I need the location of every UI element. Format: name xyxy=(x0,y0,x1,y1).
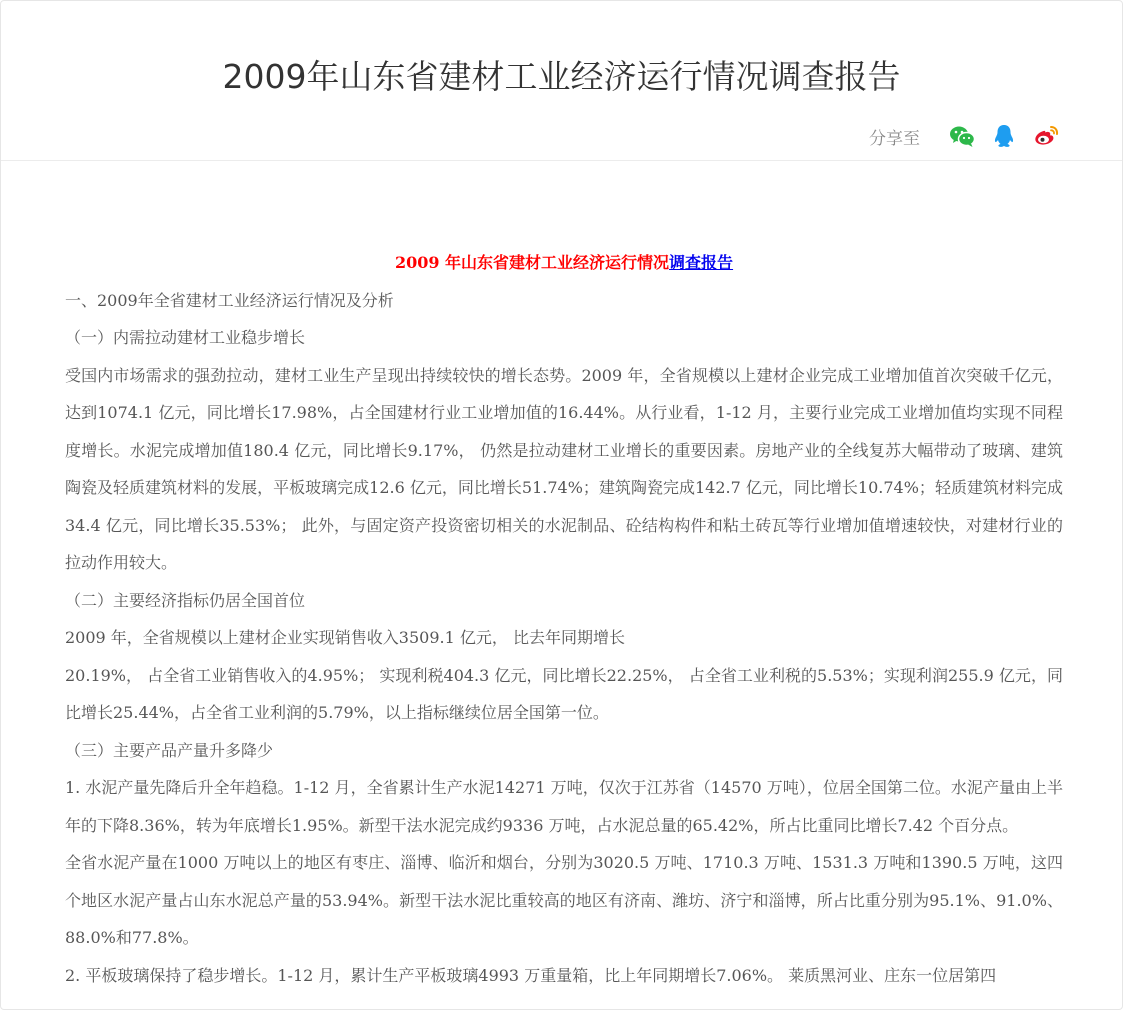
article-body xyxy=(65,244,1063,994)
subsection-heading: （二）主要经济指标仍居全国首位 xyxy=(65,590,306,610)
section-heading: 一、2009年全省建材工业经济运行情况及分析 xyxy=(65,290,394,310)
report-link[interactable]: 调查报告 xyxy=(669,253,734,272)
article-heading xyxy=(65,244,1063,282)
share-bar xyxy=(869,121,1060,151)
weibo-icon[interactable] xyxy=(1032,122,1060,150)
paragraph: 20.19%， 占全省工业销售收入的4.95%； 实现利税404.3 亿元，同比增长22.25%， 占全省工业利税的5.53%；实现利润255.9 亿元，同比增长25.44%，占全省工业利润的5.79%，以上指标继续位居全国第一位。 xyxy=(65,665,1063,722)
article-heading-text: 2009 年山东省建材工业经济运行情况 xyxy=(394,253,670,272)
paragraph: 受国内市场需求的强劲拉动，建材工业生产呈现出持续较快的增长态势。2009 年，全省规模以上建材企业完成工业增加值首次突破千亿元，达到1074.1 亿元，同比增长17.98%，占全国建材行业工业增加值的16.44%。从行业看，1-12 月，主要行业完成工业增加值均实现不同程度增长。水泥完成增加值180.4 亿元，同比增长9.17%， 仍然是拉动建材工业增长的重要因素。房地产业的全线复苏大幅带动了玻璃、建筑陶瓷及轻质建筑材料的发展，平板玻璃完成12.6 亿元，同比增长51.74%；建筑陶瓷完成142.7 亿元，同比增长10.74%；轻质建筑材料完成34.4 亿元，同比增长35.53%； 此外，与固定资产投资密切相关的水泥制品、砼结构构件和粘土砖瓦等行业增加值增速较快，对建材行业的拉动作用较大。 xyxy=(65,365,1063,572)
paragraph: 1. 水泥产量先降后升全年趋稳。1-12 月，全省累计生产水泥14271 万吨，仅次于江苏省（14570 万吨），位居全国第二位。水泥产量由上半年的下降8.36%，转为年底增长1.95%。新型干法水泥完成约9336 万吨，占水泥总量的65.42%，所占比重同比增长7.42 个百分点。 xyxy=(65,778,1063,835)
subsection-heading: （一）内需拉动建材工业稳步增长 xyxy=(65,328,306,347)
share-label: 分享至 xyxy=(869,128,920,149)
paragraph: 全省水泥产量在1000 万吨以上的地区有枣庄、淄博、临沂和烟台，分别为3020.5 万吨、1710.3 万吨、1531.3 万吨和1390.5 万吨，这四个地区水泥产量占山东水泥总产量的53.94%。新型干法水泥比重较高的地区有济南、潍坊、济宁和淄博，所占比重分别为95.1%、91.0%、88.0%和77.8%。 xyxy=(65,853,1063,947)
wechat-icon[interactable] xyxy=(948,122,976,150)
page-header xyxy=(1,1,1122,161)
page-title: 2009年山东省建材工业经济运行情况调查报告 xyxy=(222,57,901,96)
qq-icon[interactable] xyxy=(990,122,1018,150)
paragraph: 2. 平板玻璃保持了稳步增长。1-12 月，累计生产平板玻璃4993 万重量箱，比上年同期增长7.06%。 莱质黑河业、庄东一位居第四 xyxy=(65,965,997,985)
subsection-heading: （三）主要产品产量升多降少 xyxy=(65,740,274,760)
paragraph: 2009 年，全省规模以上建材企业实现销售收入3509.1 亿元， 比去年同期增长 xyxy=(65,628,625,647)
